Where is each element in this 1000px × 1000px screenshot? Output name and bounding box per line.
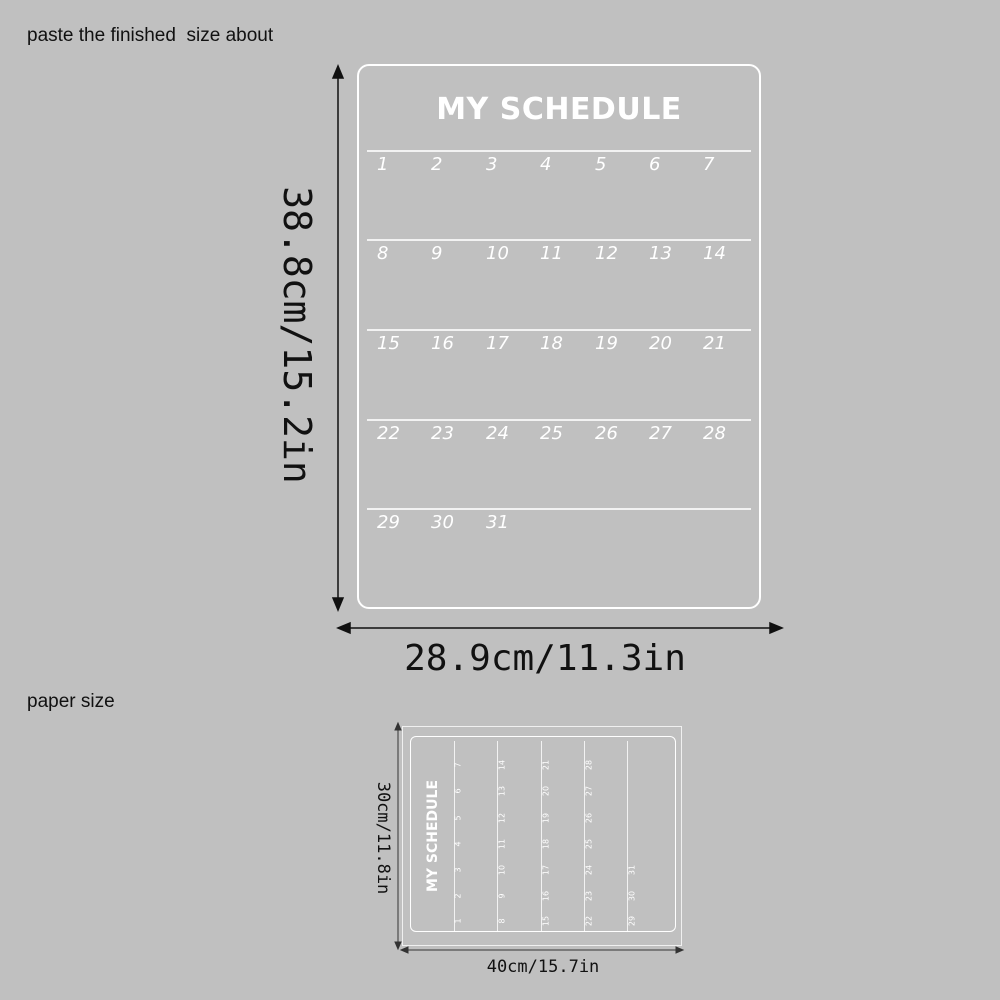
paper-day-number: 11 bbox=[497, 838, 507, 850]
paper-day-number: 31 bbox=[627, 864, 637, 876]
paper-width-dimension-label: 40cm/15.7in bbox=[486, 957, 600, 977]
day-number: 5 bbox=[595, 154, 607, 175]
paper-day-number: 2 bbox=[453, 893, 463, 899]
day-number: 4 bbox=[540, 154, 552, 175]
paper-size-caption: paper size bbox=[27, 691, 115, 712]
paper-schedule-title: MY SCHEDULE bbox=[425, 779, 441, 893]
day-number: 20 bbox=[649, 333, 672, 354]
paper-day-number: 23 bbox=[584, 890, 594, 902]
paper-day-number: 19 bbox=[541, 812, 551, 824]
day-number: 10 bbox=[486, 243, 509, 264]
finished-size-caption: paste the finished size about bbox=[27, 25, 274, 46]
paper-day-number: 13 bbox=[497, 785, 507, 797]
width-dimension-label: 28.9cm/11.3in bbox=[404, 638, 686, 679]
paper-column-divider bbox=[454, 741, 455, 931]
paper-day-number: 26 bbox=[584, 812, 594, 824]
day-number: 9 bbox=[431, 243, 443, 264]
height-dimension-label: 38.8cm/15.2in bbox=[275, 186, 319, 484]
day-number: 22 bbox=[377, 423, 400, 444]
schedule-title: MY SCHEDULE bbox=[436, 92, 682, 127]
paper-day-number: 17 bbox=[541, 864, 551, 876]
day-number: 25 bbox=[540, 423, 563, 444]
paper-day-number: 28 bbox=[584, 759, 594, 771]
paper-day-number: 14 bbox=[497, 759, 507, 771]
day-number: 8 bbox=[377, 243, 389, 264]
day-number: 17 bbox=[486, 333, 509, 354]
paper-day-number: 10 bbox=[497, 864, 507, 876]
day-number: 11 bbox=[540, 243, 563, 264]
day-number: 2 bbox=[431, 154, 443, 175]
paper-day-number: 24 bbox=[584, 864, 594, 876]
paper-day-number: 8 bbox=[497, 918, 507, 924]
day-number: 15 bbox=[377, 333, 400, 354]
day-number: 7 bbox=[703, 154, 715, 175]
day-number: 30 bbox=[431, 512, 454, 533]
day-number: 12 bbox=[595, 243, 618, 264]
day-number: 16 bbox=[431, 333, 454, 354]
paper-day-number: 15 bbox=[541, 915, 551, 927]
day-number: 1 bbox=[377, 154, 389, 175]
paper-day-number: 12 bbox=[497, 812, 507, 824]
day-number: 26 bbox=[595, 423, 618, 444]
paper-day-number: 27 bbox=[584, 785, 594, 797]
paper-day-number: 30 bbox=[627, 890, 637, 902]
paper-day-number: 22 bbox=[584, 915, 594, 927]
paper-day-number: 29 bbox=[627, 915, 637, 927]
paper-height-dimension-label: 30cm/11.8in bbox=[373, 781, 393, 895]
paper-day-number: 5 bbox=[453, 815, 463, 821]
paper-day-number: 1 bbox=[453, 918, 463, 924]
paper-day-number: 7 bbox=[453, 762, 463, 768]
day-number: 19 bbox=[595, 333, 618, 354]
paper-day-number: 9 bbox=[497, 893, 507, 899]
day-number: 24 bbox=[486, 423, 509, 444]
day-number: 14 bbox=[703, 243, 726, 264]
paper-column-divider bbox=[627, 741, 628, 931]
paper-day-number: 21 bbox=[541, 759, 551, 771]
day-number: 23 bbox=[431, 423, 454, 444]
paper-day-number: 3 bbox=[453, 867, 463, 873]
day-number: 31 bbox=[486, 512, 509, 533]
day-number: 28 bbox=[703, 423, 726, 444]
paper-day-number: 4 bbox=[453, 841, 463, 847]
day-number: 27 bbox=[649, 423, 672, 444]
day-number: 21 bbox=[703, 333, 726, 354]
day-number: 13 bbox=[649, 243, 672, 264]
day-number: 18 bbox=[540, 333, 563, 354]
day-number: 29 bbox=[377, 512, 400, 533]
paper-day-number: 18 bbox=[541, 838, 551, 850]
paper-day-number: 25 bbox=[584, 838, 594, 850]
paper-day-number: 20 bbox=[541, 785, 551, 797]
day-number: 3 bbox=[486, 154, 498, 175]
paper-day-number: 6 bbox=[453, 788, 463, 794]
day-number: 6 bbox=[649, 154, 661, 175]
paper-day-number: 16 bbox=[541, 890, 551, 902]
